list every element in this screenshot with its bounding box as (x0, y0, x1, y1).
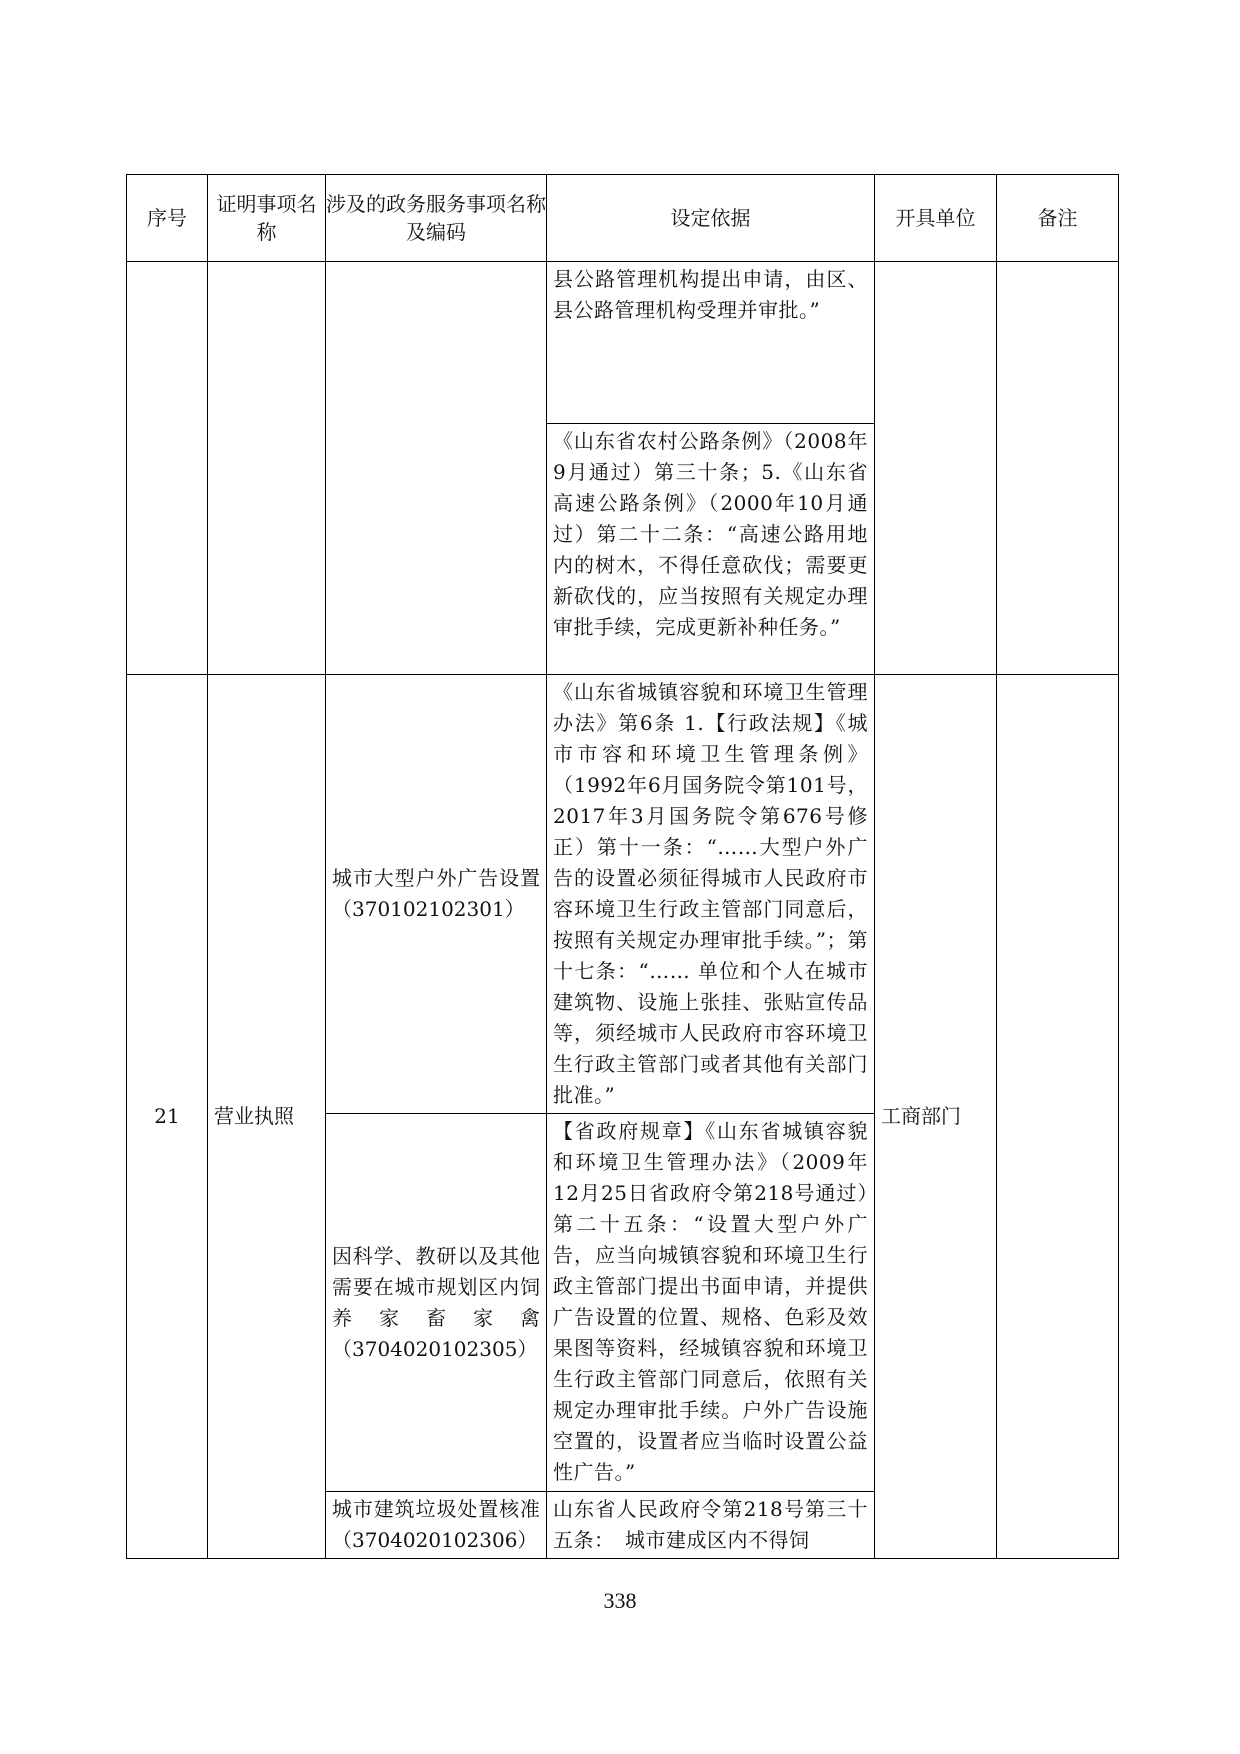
header-issuer: 开具单位 (875, 175, 997, 262)
cell-continued-index (127, 262, 208, 675)
cert-item-name: 营业执照 (214, 1104, 294, 1128)
basis-text: 《山东省农村公路条例》（2008年9月通过）第三十条；5.《山东省高速公路条例》（2000年10月通过）第二十二条：“高速公路用地内的树木，不得任意砍伐；需要更新砍伐的，应当按照有关规定办理审批手续，完成更新补种任务。” (553, 429, 868, 639)
service-item-name: 城市建筑垃圾处置核准（3704020102306） (332, 1497, 540, 1552)
header-remarks: 备注 (997, 175, 1119, 262)
cell-service-1 (326, 675, 547, 1114)
cell-cert-item-21 (208, 675, 326, 1559)
cell-basis-1 (547, 675, 875, 1114)
cell-issuer-21 (875, 675, 997, 1559)
cell-service-3 (326, 1492, 547, 1559)
issuer-name: 工商部门 (881, 1104, 961, 1128)
table-header-row (127, 175, 1119, 262)
cell-basis-3 (547, 1492, 875, 1559)
cell-continued-issuer (875, 262, 997, 675)
header-index: 序号 (127, 175, 208, 262)
certification-table (126, 174, 1119, 1559)
cell-service-2 (326, 1114, 547, 1492)
page-number: 338 (603, 1588, 637, 1613)
cell-continued-basis-1 (547, 262, 875, 424)
header-basis: 设定依据 (547, 175, 875, 262)
service-item-name: 因科学、教研以及其他需要在城市规划区内饲养家畜家禽（3704020102305） (332, 1243, 540, 1361)
cell-continued-service (326, 262, 547, 675)
table-row-21-a (127, 675, 1119, 1114)
cell-continued-remarks (997, 262, 1119, 675)
basis-text: 山东省人民政府令第218号第三十五条： 城市建成区内不得饲 (553, 1497, 868, 1552)
row-index: 21 (154, 1104, 180, 1128)
table-row-continued-a (127, 262, 1119, 424)
service-item-name: 城市大型户外广告设置（370102102301） (332, 866, 540, 921)
cell-continued-basis-2 (547, 424, 875, 675)
basis-text: 县公路管理机构提出申请，由区、县公路管理机构受理并审批。” (553, 267, 868, 322)
basis-text: 【省政府规章】《山东省城镇容貌和环境卫生管理办法》（2009年12月25日省政府令第218号通过）第二十五条：“设置大型户外广告，应当向城镇容貌和环境卫生行政主管部门提出书面申请，并提供广告设置的位置、规格、色彩及效果图等资料，经城镇容貌和环境卫生行政主管部门同意后，依照有关规定办理审批手续。户外广告设施空置的，设置者应当临时设置公益性广告。” (553, 1119, 868, 1484)
cell-basis-2 (547, 1114, 875, 1492)
cell-index-21 (127, 675, 208, 1559)
basis-text: 《山东省城镇容貌和环境卫生管理办法》第6条 1.【行政法规】《城市市容和环境卫生管理条例》（1992年6月国务院令第101号，2017年3月国务院令第676号修正）第十一条：“……大型户外广告的设置必须征得城市人民政府市容环境卫生行政主管部门同意后，按照有关规定办理审批手续。”；第十七条：“…… 单位和个人在城市建筑物、设施上张挂、张贴宣传品等，须经城市人民政府市容环境卫生行政主管部门或者其他有关部门批准。” (553, 680, 868, 1107)
header-service-item: 涉及的政务服务事项名称及编码 (326, 175, 547, 262)
header-cert-item: 证明事项名称 (208, 175, 326, 262)
cell-remarks-21 (997, 675, 1119, 1559)
cell-continued-cert (208, 262, 326, 675)
